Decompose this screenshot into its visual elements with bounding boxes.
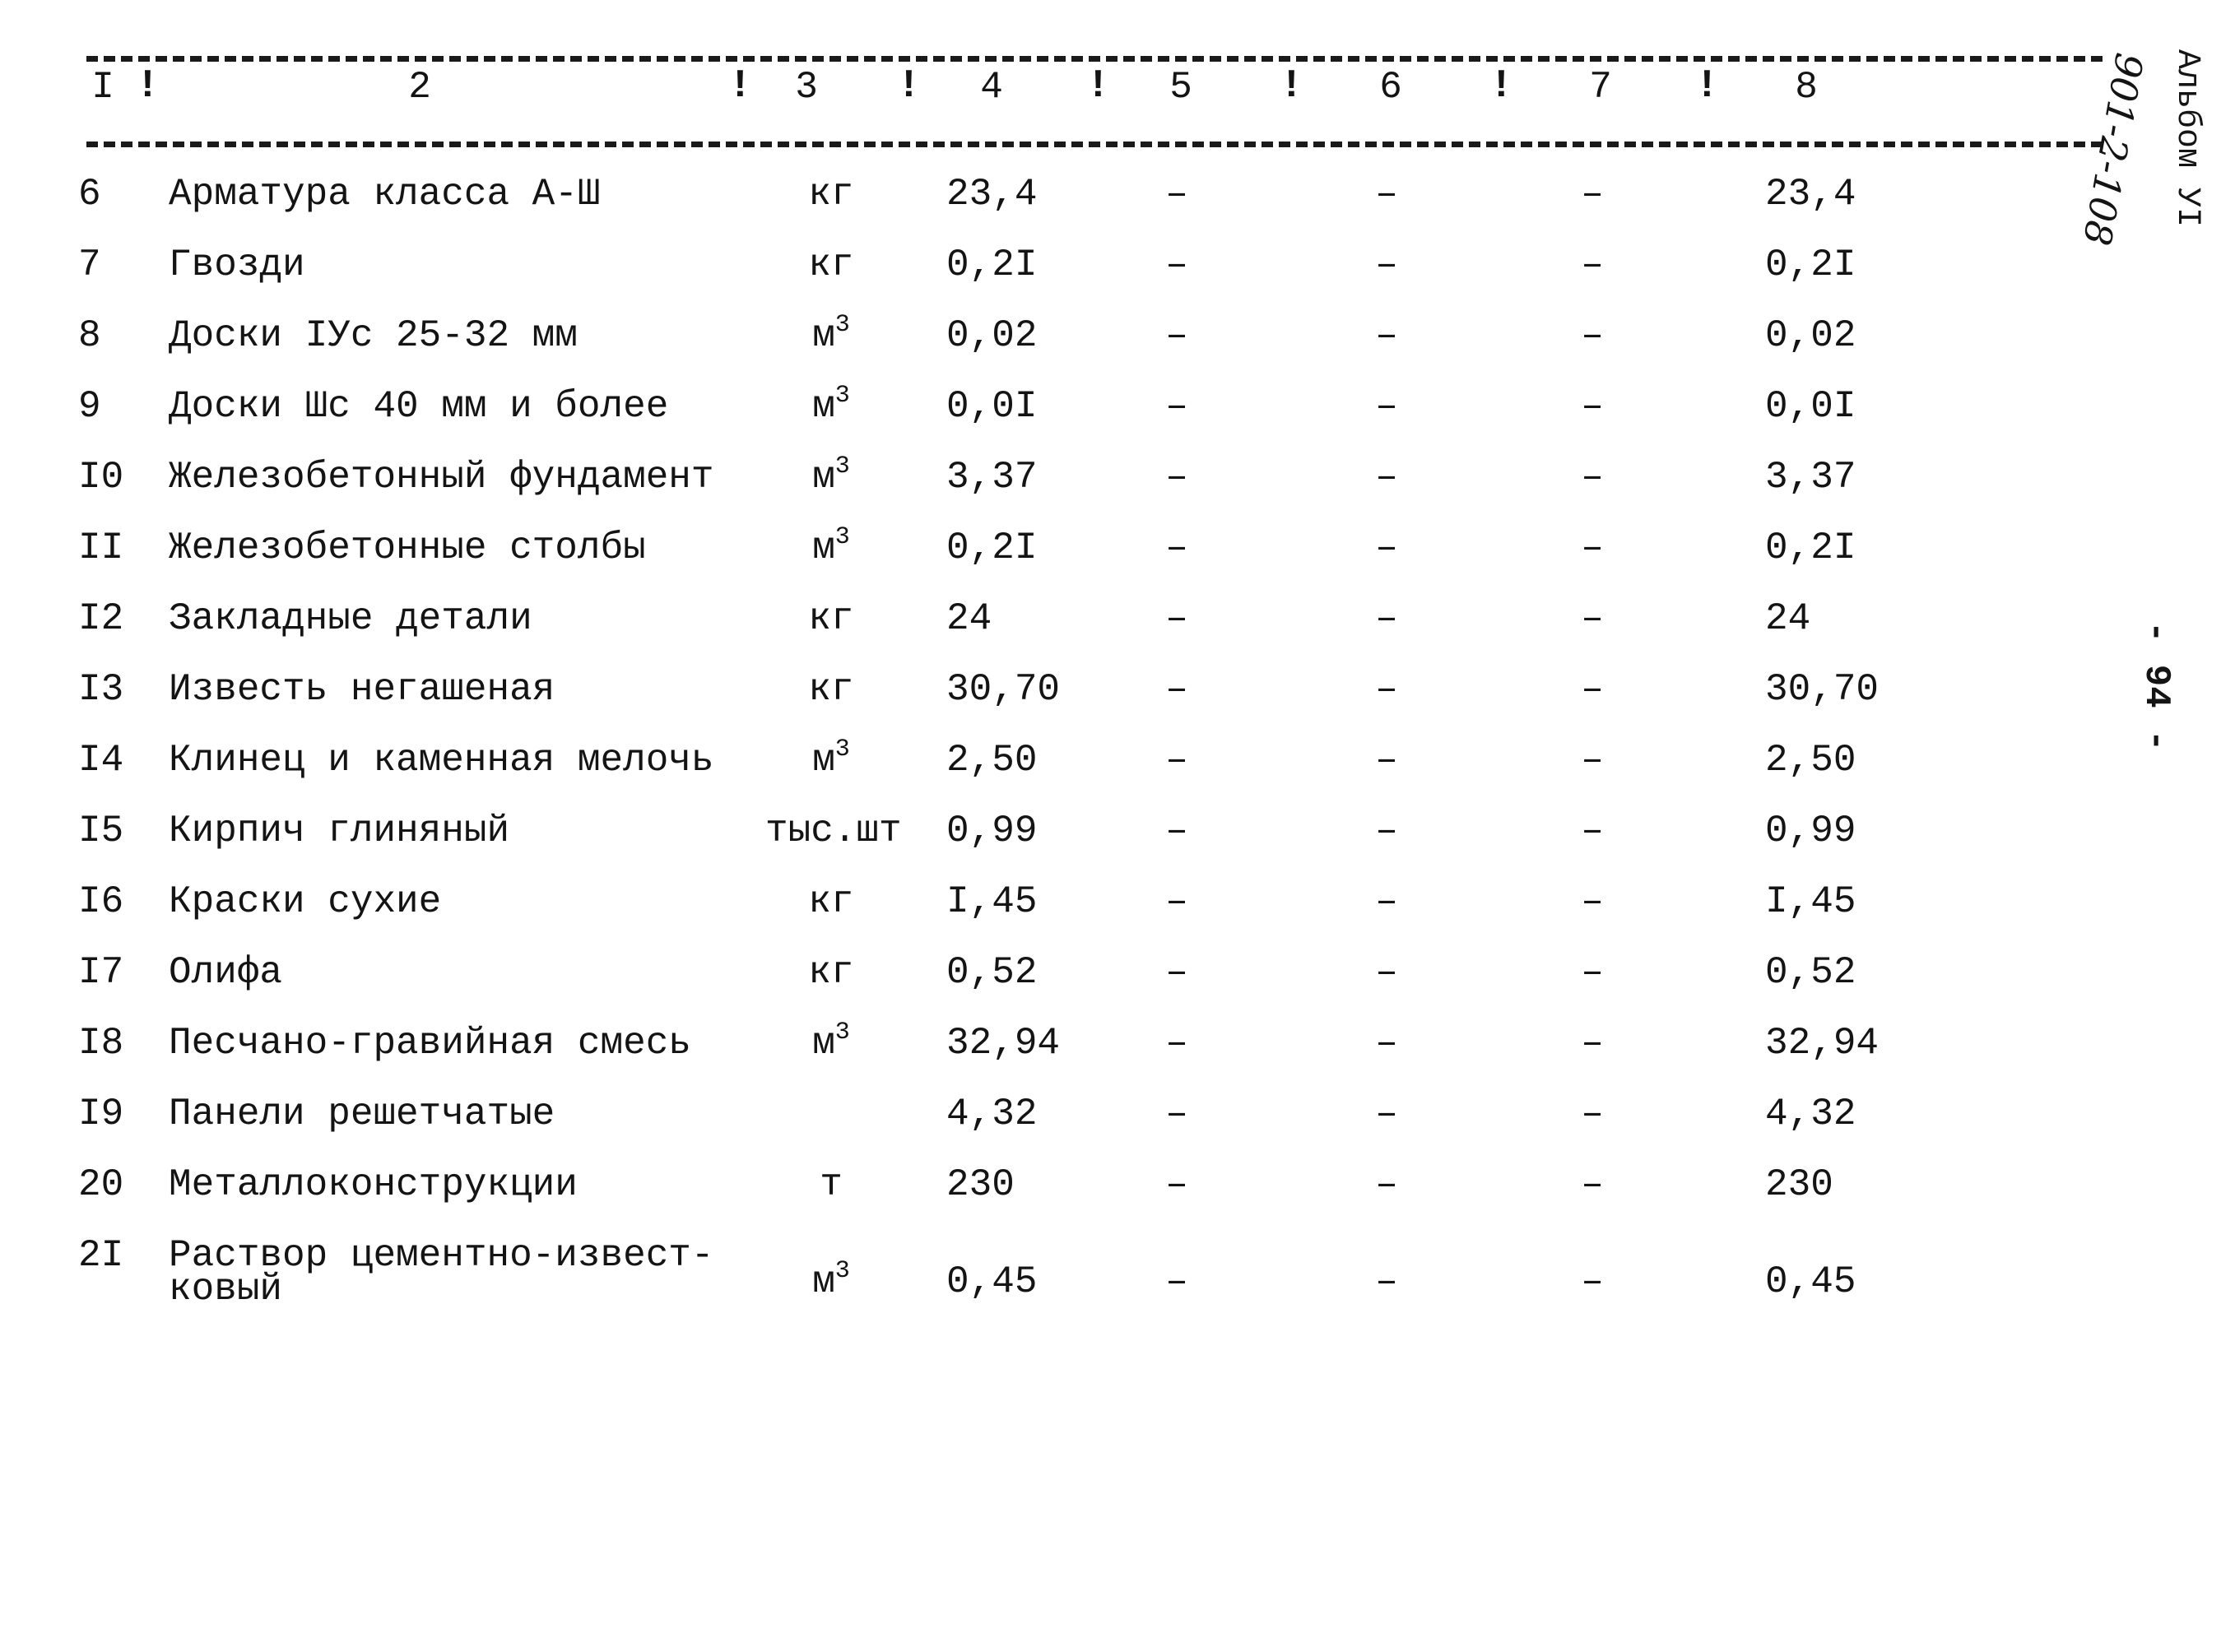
unit-text: кг [808, 597, 854, 640]
col7-dash: – [1581, 880, 1604, 923]
unit-text: кг [808, 244, 854, 286]
col6-dash: – [1375, 810, 1398, 852]
row-number: I9 [78, 1093, 124, 1135]
material-name: Клинец и каменная мелочь [169, 739, 714, 782]
col6-dash: – [1375, 597, 1398, 640]
col8-value: 0,02 [1765, 314, 1856, 357]
material-name: Известь негашеная [169, 668, 555, 711]
unit-cell [765, 382, 897, 428]
col8-value: 2,50 [1765, 739, 1856, 782]
top-dashed-rule [86, 56, 2103, 62]
col6-dash: – [1375, 951, 1398, 994]
unit-exponent: 3 [834, 311, 850, 339]
col7-dash: – [1581, 1163, 1604, 1206]
unit-text: м [812, 527, 835, 569]
unit-text: тыс.шт [765, 810, 902, 852]
col6-dash: – [1375, 1093, 1398, 1135]
col4-value: 0,45 [946, 1260, 1038, 1303]
header-col-4: 4 [980, 66, 1003, 109]
handwritten-project-code: 901-2-108 [2074, 49, 2152, 249]
row-number: I2 [78, 597, 124, 640]
unit-exponent: 3 [834, 736, 850, 763]
unit-cell [765, 880, 897, 923]
col5-dash: – [1165, 244, 1188, 286]
col4-value: 23,4 [946, 173, 1038, 216]
col8-value: 0,99 [1765, 810, 1856, 852]
col5-dash: – [1165, 314, 1188, 357]
unit-exponent: 3 [834, 452, 850, 480]
col6-dash: – [1375, 385, 1398, 428]
row-number: I0 [78, 456, 124, 499]
col7-dash: – [1581, 527, 1604, 569]
col7-dash: – [1581, 1093, 1604, 1135]
material-name: Арматура класса А-Ш [169, 173, 601, 216]
unit-cell [765, 597, 897, 640]
unit-exponent: 3 [834, 382, 850, 410]
col8-value: 0,45 [1765, 1260, 1856, 1303]
col6-dash: – [1375, 244, 1398, 286]
header-col-5: 5 [1169, 66, 1192, 109]
col5-dash: – [1165, 173, 1188, 216]
unit-text: кг [808, 880, 854, 923]
unit-cell [765, 1163, 897, 1206]
col5-dash: – [1165, 1093, 1188, 1135]
col6-dash: – [1375, 1022, 1398, 1065]
row-number: 9 [78, 385, 101, 428]
col4-value: 32,94 [946, 1022, 1061, 1065]
col4-value: 3,37 [946, 456, 1038, 499]
material-name: Доски Шс 40 мм и более [169, 385, 669, 428]
row-number: II [78, 527, 124, 569]
row-number: 7 [78, 244, 101, 286]
col6-dash: – [1375, 1163, 1398, 1206]
col6-dash: – [1375, 739, 1398, 782]
page-number: - 94 - [2135, 621, 2177, 752]
col5-dash: – [1165, 1163, 1188, 1206]
album-label: Альбом УI [2168, 49, 2205, 228]
col6-dash: – [1375, 314, 1398, 357]
row-number: I6 [78, 880, 124, 923]
col6-dash: – [1375, 456, 1398, 499]
col4-value: 0,0I [946, 385, 1038, 428]
col8-value: 0,0I [1765, 385, 1856, 428]
unit-cell [765, 523, 897, 569]
col4-value: 4,32 [946, 1093, 1038, 1135]
col6-dash: – [1375, 880, 1398, 923]
col7-dash: – [1581, 314, 1604, 357]
col4-value: I,45 [946, 880, 1038, 923]
unit-text: кг [808, 668, 854, 711]
col7-dash: – [1581, 951, 1604, 994]
col5-dash: – [1165, 1260, 1188, 1303]
row-number: 20 [78, 1163, 124, 1206]
col4-value: 2,50 [946, 739, 1038, 782]
col8-value: 4,32 [1765, 1093, 1856, 1135]
unit-cell [765, 244, 897, 286]
unit-text: м [812, 1260, 835, 1303]
material-name: Олифа [169, 951, 283, 994]
material-name-continuation: ковый [169, 1268, 283, 1311]
col4-value: 0,02 [946, 314, 1038, 357]
col8-value: I,45 [1765, 880, 1856, 923]
material-name: Кирпич глиняный [169, 810, 510, 852]
row-number: I3 [78, 668, 124, 711]
col5-dash: – [1165, 597, 1188, 640]
col7-dash: – [1581, 244, 1604, 286]
header-separator: ! [1695, 64, 1719, 109]
header-col-6: 6 [1379, 66, 1402, 109]
unit-cell [765, 668, 897, 711]
col6-dash: – [1375, 173, 1398, 216]
material-name: Закладные детали [169, 597, 532, 640]
col7-dash: – [1581, 1260, 1604, 1303]
unit-cell [765, 1257, 897, 1303]
col8-value: 3,37 [1765, 456, 1856, 499]
header-separator: ! [1086, 64, 1110, 109]
col5-dash: – [1165, 810, 1188, 852]
row-number: I5 [78, 810, 124, 852]
col8-value: 0,2I [1765, 527, 1856, 569]
col4-value: 0,2I [946, 244, 1038, 286]
col6-dash: – [1375, 527, 1398, 569]
col5-dash: – [1165, 456, 1188, 499]
header-separator: ! [728, 64, 752, 109]
unit-exponent: 3 [834, 523, 850, 551]
header-col-8: 8 [1795, 66, 1818, 109]
header-col-1: I [91, 66, 114, 109]
col4-value: 0,99 [946, 810, 1038, 852]
col7-dash: – [1581, 810, 1604, 852]
material-name: Краски сухие [169, 880, 442, 923]
col5-dash: – [1165, 880, 1188, 923]
col4-value: 0,2I [946, 527, 1038, 569]
col5-dash: – [1165, 527, 1188, 569]
material-name: Гвозди [169, 244, 305, 286]
unit-cell [765, 951, 897, 994]
row-number: 2I [78, 1234, 124, 1277]
header-separator: ! [1489, 64, 1513, 109]
material-name: Раствор цементно-извест- [169, 1234, 714, 1277]
col7-dash: – [1581, 173, 1604, 216]
header-separator: ! [897, 64, 921, 109]
row-number: 6 [78, 173, 101, 216]
col6-dash: – [1375, 1260, 1398, 1303]
material-name: Железобетонный фундамент [169, 456, 714, 499]
col7-dash: – [1581, 668, 1604, 711]
material-name: Металлоконструкции [169, 1163, 578, 1206]
header-separator: ! [136, 64, 160, 109]
row-number: I4 [78, 739, 124, 782]
row-number: I8 [78, 1022, 124, 1065]
header-col-7: 7 [1589, 66, 1612, 109]
material-name: Панели решетчатые [169, 1093, 555, 1135]
unit-text: кг [808, 951, 854, 994]
unit-cell [765, 173, 897, 216]
unit-text: м [812, 739, 835, 782]
col7-dash: – [1581, 385, 1604, 428]
row-number: I7 [78, 951, 124, 994]
header-col-3: 3 [795, 66, 818, 109]
header-col-2: 2 [408, 66, 431, 109]
material-name: Песчано-гравийная смесь [169, 1022, 691, 1065]
col7-dash: – [1581, 456, 1604, 499]
unit-text: м [812, 385, 835, 428]
col5-dash: – [1165, 668, 1188, 711]
unit-text: м [812, 456, 835, 499]
col8-value: 23,4 [1765, 173, 1856, 216]
row-number: 8 [78, 314, 101, 357]
unit-cell [765, 452, 897, 499]
material-name: Железобетонные столбы [169, 527, 646, 569]
col8-value: 32,94 [1765, 1022, 1880, 1065]
col8-value: 230 [1765, 1163, 1833, 1206]
unit-cell [765, 1019, 897, 1065]
unit-text: м [812, 314, 835, 357]
unit-cell [765, 736, 897, 782]
material-name: Доски IУс 25-32 мм [169, 314, 578, 357]
col8-value: 30,70 [1765, 668, 1880, 711]
col4-value: 230 [946, 1163, 1015, 1206]
header-dashed-rule [86, 142, 2103, 147]
col8-value: 0,52 [1765, 951, 1856, 994]
unit-text: кг [808, 173, 854, 216]
unit-text: м [812, 1022, 835, 1065]
unit-exponent: 3 [834, 1257, 850, 1285]
col5-dash: – [1165, 1022, 1188, 1065]
col5-dash: – [1165, 739, 1188, 782]
col5-dash: – [1165, 951, 1188, 994]
col4-value: 24 [946, 597, 992, 640]
col8-value: 0,2I [1765, 244, 1856, 286]
col8-value: 24 [1765, 597, 1811, 640]
col5-dash: – [1165, 385, 1188, 428]
unit-text: т [820, 1163, 843, 1206]
unit-exponent: 3 [834, 1019, 850, 1046]
unit-cell [765, 810, 902, 852]
col4-value: 30,70 [946, 668, 1061, 711]
header-separator: ! [1280, 64, 1303, 109]
col6-dash: – [1375, 668, 1398, 711]
col7-dash: – [1581, 597, 1604, 640]
col4-value: 0,52 [946, 951, 1038, 994]
col7-dash: – [1581, 739, 1604, 782]
unit-cell [765, 311, 897, 357]
col7-dash: – [1581, 1022, 1604, 1065]
